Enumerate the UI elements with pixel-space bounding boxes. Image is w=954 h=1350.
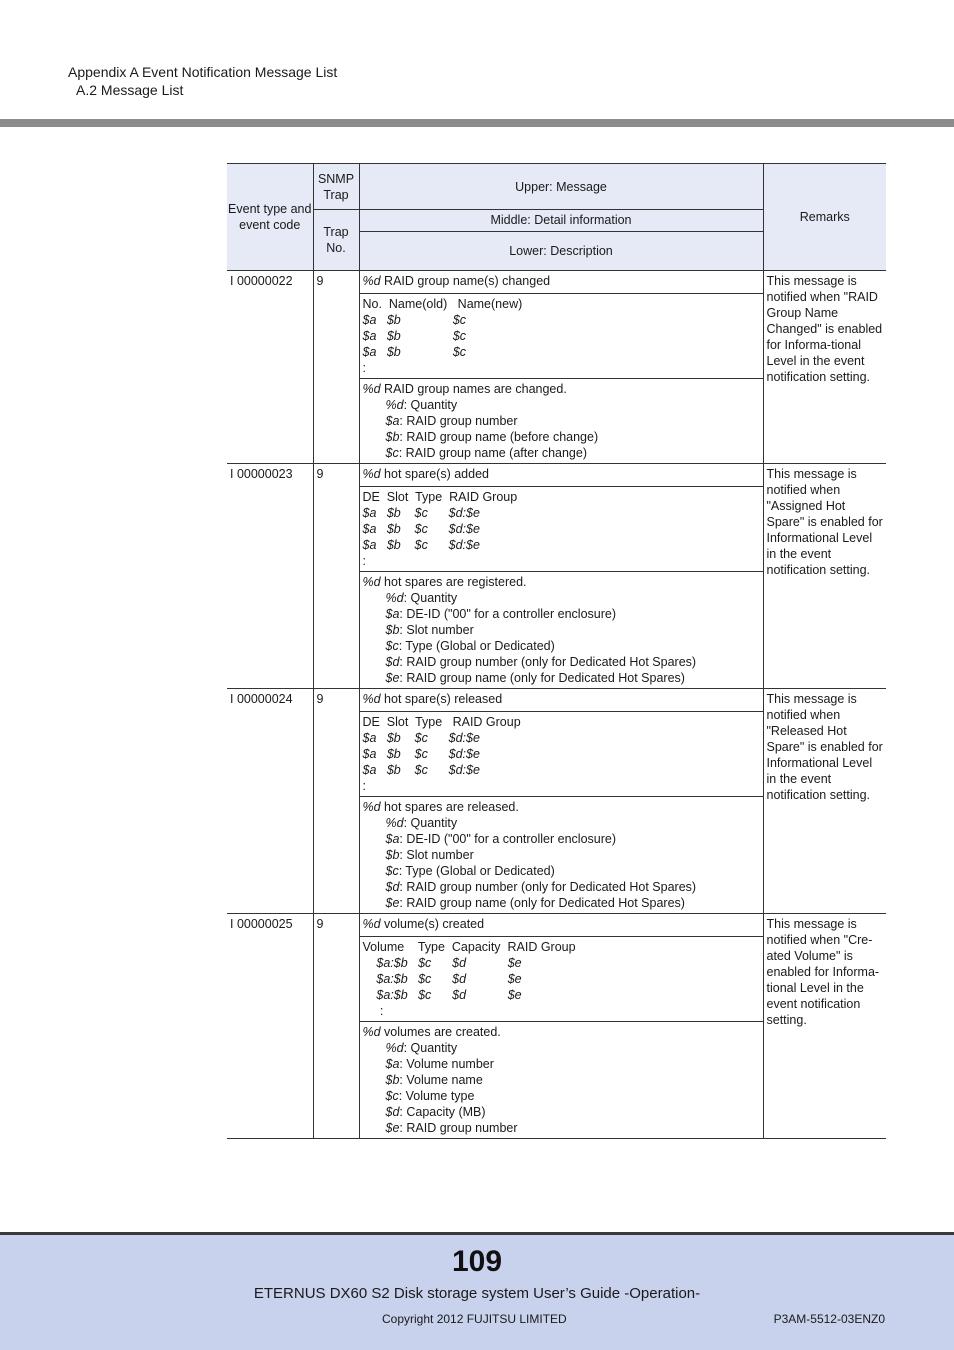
detail-row: $a $b $c $d:$e xyxy=(362,731,480,745)
header-lower: Lower: Description xyxy=(509,244,613,258)
desc-item: $b: RAID group name (before change) xyxy=(385,430,599,444)
table-row xyxy=(227,689,886,914)
detail-row: $a:$b $c $d $e xyxy=(362,988,522,1002)
table-row xyxy=(227,914,886,1139)
message-table xyxy=(227,163,886,1139)
header-remarks: Remarks xyxy=(763,164,886,271)
detail-row: $a $b $c xyxy=(362,313,467,327)
detail-row: $a $b $c xyxy=(362,345,467,359)
detail-row: $a $b $c $d:$e xyxy=(362,763,480,777)
detail-row: $a:$b $c $d $e xyxy=(362,956,522,970)
trap-number: 9 xyxy=(313,464,359,689)
detail-header: DE Slot Type RAID Group xyxy=(362,715,521,729)
trap-number: 9 xyxy=(313,271,359,464)
table-row xyxy=(227,271,886,464)
lower-description xyxy=(360,797,763,913)
desc-item: $c: RAID group name (after change) xyxy=(385,446,587,460)
desc-item: $b: Volume name xyxy=(385,1073,483,1087)
desc-variable: %d xyxy=(362,382,381,396)
table-row xyxy=(227,464,886,689)
detail-row: $a $b $c $d:$e xyxy=(362,522,480,536)
header-snmp-trap: SNMP Trap xyxy=(313,164,359,210)
desc-variable: %d xyxy=(362,575,381,589)
event-code: I 00000025 xyxy=(227,914,313,1139)
header-middle: Middle: Detail information xyxy=(360,210,763,232)
desc-variable: %d xyxy=(362,1025,381,1039)
page-footer xyxy=(0,1232,954,1350)
detail-row: $a $b $c $d:$e xyxy=(362,506,480,520)
desc-text: RAID group names are changed. xyxy=(380,382,567,396)
desc-item: $a: DE-ID ("00" for a controller enclosure) xyxy=(385,832,616,846)
desc-item: $c: Volume type xyxy=(385,1089,475,1103)
detail-row: $a $b $c $d:$e xyxy=(362,747,480,761)
remarks: This message is notified when "Released Hot Spare" is enabled for Informational Level in the event notification setting. xyxy=(763,689,886,914)
header-section: A.2 Message List xyxy=(76,82,184,98)
document-title: ETERNUS DX60 S2 Disk storage system User’s Guide -Operation- xyxy=(253,1285,701,1302)
desc-text: volumes are created. xyxy=(380,1025,501,1039)
desc-item: %d: Quantity xyxy=(385,1041,458,1055)
event-code: I 00000024 xyxy=(227,689,313,914)
remarks: This message is notified when "Cre-ated Volume" is enabled for Informa-tional Level in the event notification setting. xyxy=(763,914,886,1139)
desc-item: $e: RAID group number xyxy=(385,1121,518,1135)
detail-continuation: : xyxy=(362,779,366,793)
desc-item: %d: Quantity xyxy=(385,816,458,830)
middle-detail xyxy=(360,712,763,797)
desc-item: $d: RAID group number (only for Dedicated Hot Spares) xyxy=(385,880,697,894)
message-cell xyxy=(359,914,763,1139)
upper-message: %d hot spare(s) released xyxy=(360,689,763,712)
event-code: I 00000022 xyxy=(227,271,313,464)
detail-row: $a $b $c xyxy=(362,329,467,343)
header-event-code: Event type and event code xyxy=(227,164,313,271)
desc-item: $c: Type (Global or Dedicated) xyxy=(385,864,555,878)
desc-item: $d: Capacity (MB) xyxy=(385,1105,486,1119)
lower-description xyxy=(360,1022,763,1138)
desc-item: %d: Quantity xyxy=(385,591,458,605)
detail-row: $a:$b $c $d $e xyxy=(362,972,522,986)
desc-item: $c: Type (Global or Dedicated) xyxy=(385,639,555,653)
desc-text: hot spares are registered. xyxy=(380,575,527,589)
trap-number: 9 xyxy=(313,914,359,1139)
desc-item: $a: DE-ID ("00" for a controller enclosure) xyxy=(385,607,616,621)
header-upper: Upper: Message xyxy=(359,164,763,210)
message-cell xyxy=(359,689,763,914)
middle-detail xyxy=(360,487,763,572)
detail-continuation: : xyxy=(362,361,366,375)
desc-item: $a: Volume number xyxy=(385,1057,494,1071)
desc-item: $b: Slot number xyxy=(385,623,474,637)
detail-continuation: : xyxy=(362,1004,384,1018)
message-cell xyxy=(359,464,763,689)
message-cell xyxy=(359,271,763,464)
desc-item: $e: RAID group name (only for Dedicated Hot Spares) xyxy=(385,896,685,910)
lower-description xyxy=(360,379,763,463)
desc-variable: %d xyxy=(362,800,381,814)
header-trap-no: Trap No. xyxy=(313,210,359,271)
desc-item: $b: Slot number xyxy=(385,848,474,862)
running-header xyxy=(68,63,337,99)
detail-header: DE Slot Type RAID Group xyxy=(362,490,518,504)
desc-item: $d: RAID group number (only for Dedicated Hot Spares) xyxy=(385,655,697,669)
event-code: I 00000023 xyxy=(227,464,313,689)
remarks: This message is notified when "Assigned Hot Spare" is enabled for Informational Level in the event notification setting. xyxy=(763,464,886,689)
middle-detail xyxy=(360,937,763,1022)
header-middle-lower xyxy=(359,210,763,271)
detail-header: Volume Type Capacity RAID Group xyxy=(362,940,576,954)
page-number: 109 xyxy=(451,1245,503,1278)
upper-message: %d volume(s) created xyxy=(360,914,763,937)
header-divider-bar xyxy=(0,119,954,127)
remarks: This message is notified when "RAID Group Name Changed" is enabled for Informa-tional Level in the event notification setting. xyxy=(763,271,886,464)
desc-item: $a: RAID group number xyxy=(385,414,518,428)
lower-description xyxy=(360,572,763,688)
header-chapter: Appendix A Event Notification Message List xyxy=(68,64,338,80)
detail-row: $a $b $c $d:$e xyxy=(362,538,480,552)
copyright: Copyright 2012 FUJITSU LIMITED xyxy=(382,1312,567,1326)
detail-continuation: : xyxy=(362,554,366,568)
desc-item: $e: RAID group name (only for Dedicated Hot Spares) xyxy=(385,671,685,685)
upper-message: %d hot spare(s) added xyxy=(360,464,763,487)
document-id: P3AM-5512-03ENZ0 xyxy=(773,1312,885,1326)
desc-text: hot spares are released. xyxy=(380,800,519,814)
middle-detail xyxy=(360,294,763,379)
upper-message: %d RAID group name(s) changed xyxy=(360,271,763,294)
trap-number: 9 xyxy=(313,689,359,914)
detail-header: No. Name(old) Name(new) xyxy=(362,297,523,311)
desc-item: %d: Quantity xyxy=(385,398,458,412)
